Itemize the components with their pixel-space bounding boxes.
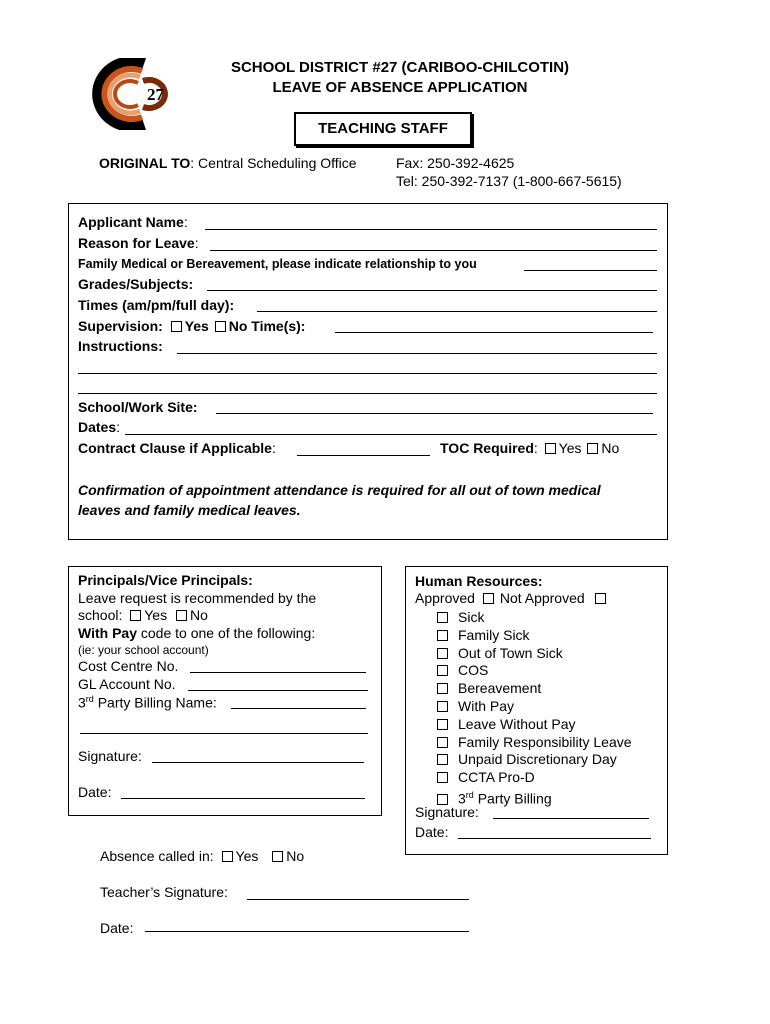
grades-subjects-field[interactable] bbox=[207, 290, 657, 291]
hr-option-checkbox[interactable] bbox=[437, 772, 448, 783]
contract-clause-field[interactable] bbox=[297, 455, 430, 456]
confirmation-note-1: Confirmation of appointment attendance is required for all out of town medical bbox=[78, 482, 601, 498]
with-pay-row bbox=[78, 625, 315, 641]
dates-label: Dates: bbox=[78, 419, 121, 435]
hr-signature-field[interactable] bbox=[493, 818, 649, 819]
original-to bbox=[99, 155, 357, 171]
hr-option-checkbox[interactable] bbox=[437, 737, 448, 748]
hr-option-checkbox[interactable] bbox=[437, 665, 448, 676]
school-work-site-field[interactable] bbox=[216, 413, 653, 414]
hr-option-family-responsibility bbox=[437, 733, 632, 751]
hr-option-ccta-pro-d bbox=[437, 768, 535, 786]
hr-approval-row bbox=[415, 590, 609, 606]
hr-option-label: Out of Town Sick bbox=[458, 644, 563, 661]
absence-yes-label: Yes bbox=[235, 848, 259, 864]
hr-option-sick bbox=[437, 608, 484, 626]
principals-recommend-text: Leave request is recommended by the bbox=[78, 590, 317, 606]
hr-option-checkbox[interactable] bbox=[437, 719, 448, 730]
teacher-signature-field[interactable] bbox=[247, 899, 469, 900]
instructions-label: Instructions: bbox=[78, 338, 163, 354]
school-label: school: bbox=[78, 607, 123, 623]
page-subtitle: LEAVE OF ABSENCE APPLICATION bbox=[272, 79, 528, 96]
toc-no-label: No bbox=[601, 440, 620, 456]
principals-heading: Principals/Vice Principals: bbox=[78, 572, 253, 588]
principals-date-field[interactable] bbox=[121, 798, 365, 799]
hr-option-bereavement bbox=[437, 679, 541, 697]
supervision-times-label: No Time(s): bbox=[228, 318, 306, 334]
reason-for-leave-field[interactable] bbox=[210, 250, 657, 251]
hr-option-cos bbox=[437, 661, 488, 679]
third-party-billing-field[interactable] bbox=[231, 708, 366, 709]
contract-clause-label: Contract Clause if Applicable: bbox=[78, 440, 276, 456]
supervision-yes-label: Yes bbox=[184, 318, 209, 334]
hr-option-leave-without-pay bbox=[437, 715, 576, 733]
logo-text: 27 bbox=[147, 85, 164, 104]
hr-option-checkbox[interactable] bbox=[437, 648, 448, 659]
absence-no-label: No bbox=[286, 848, 305, 864]
approved-label: Approved bbox=[415, 590, 475, 606]
confirmation-note-2: leaves and family medical leaves. bbox=[78, 502, 301, 518]
with-pay-label: With Pay bbox=[78, 625, 137, 641]
instructions-field-2[interactable] bbox=[78, 373, 657, 374]
original-to-value: : Central Scheduling Office bbox=[190, 155, 357, 171]
hr-signature-label: Signature: bbox=[415, 804, 479, 820]
toc-yes-label: Yes bbox=[558, 440, 582, 456]
toc-required-label: TOC Required bbox=[440, 440, 534, 456]
absence-called-in-row bbox=[100, 848, 304, 864]
supervision-yes-checkbox[interactable] bbox=[171, 321, 182, 332]
instructions-field-3[interactable] bbox=[78, 393, 657, 394]
family-medical-label: Family Medical or Bereavement, please indicate relationship to you bbox=[78, 257, 477, 271]
fax-number: Fax: 250-392-4625 bbox=[396, 155, 515, 171]
hr-option-with-pay bbox=[437, 697, 514, 715]
principals-school-row bbox=[78, 607, 208, 623]
with-pay-text: code to one of the following: bbox=[137, 625, 316, 641]
hr-option-label: Family Sick bbox=[458, 626, 530, 643]
gl-account-label: GL Account No. bbox=[78, 676, 176, 692]
applicant-name-label: Applicant Name: bbox=[78, 214, 188, 230]
principals-signature-label: Signature: bbox=[78, 748, 142, 764]
principals-no-checkbox[interactable] bbox=[176, 610, 187, 621]
principals-no-label: No bbox=[189, 607, 208, 623]
supervision-row bbox=[78, 318, 305, 334]
toc-no-checkbox[interactable] bbox=[587, 443, 598, 454]
times-field[interactable] bbox=[257, 311, 657, 312]
hr-option-family-sick bbox=[437, 626, 530, 644]
cost-centre-field[interactable] bbox=[190, 672, 366, 673]
hr-option-label: COS bbox=[458, 662, 489, 679]
not-approved-checkbox[interactable] bbox=[595, 593, 606, 604]
hr-option-checkbox[interactable] bbox=[437, 683, 448, 694]
supervision-times-field[interactable] bbox=[335, 332, 653, 333]
hr-option-out-of-town-sick bbox=[437, 644, 563, 662]
principals-date-label: Date: bbox=[78, 784, 112, 800]
cost-centre-label: Cost Centre No. bbox=[78, 658, 179, 674]
page-title: SCHOOL DISTRICT #27 (CARIBOO-CHILCOTIN) bbox=[230, 59, 570, 76]
hr-option-label: Bereavement bbox=[458, 680, 542, 697]
applicant-name-field[interactable] bbox=[205, 229, 657, 230]
school-work-site-label: School/Work Site: bbox=[78, 399, 198, 415]
third-party-billing-label: 3rd Party Billing Name: bbox=[78, 694, 217, 711]
tel-number: Tel: 250-392-7137 (1-800-667-5615) bbox=[396, 173, 622, 189]
third-party-billing-field-2[interactable] bbox=[80, 733, 368, 734]
principals-signature-field[interactable] bbox=[152, 762, 364, 763]
absence-no-checkbox[interactable] bbox=[272, 851, 283, 862]
hr-option-third-party-billing: 3rd Party Billing bbox=[437, 786, 552, 808]
principals-yes-checkbox[interactable] bbox=[130, 610, 141, 621]
times-label: Times (am/pm/full day): bbox=[78, 297, 235, 313]
hr-option-label: Sick bbox=[458, 609, 485, 625]
reason-for-leave-label: Reason for Leave: bbox=[78, 235, 199, 251]
school-account-hint: (ie: your school account) bbox=[78, 643, 209, 657]
hr-option-label: Leave Without Pay bbox=[458, 715, 576, 732]
footer-date-label: Date: bbox=[100, 920, 134, 936]
hr-option-checkbox[interactable] bbox=[437, 794, 448, 805]
dates-field[interactable] bbox=[125, 434, 657, 435]
original-to-label: ORIGINAL TO bbox=[99, 155, 191, 171]
family-medical-field[interactable] bbox=[524, 270, 657, 271]
hr-option-unpaid-discretionary bbox=[437, 750, 617, 768]
hr-option-checkbox[interactable] bbox=[437, 630, 448, 641]
hr-option-label: Family Responsibility Leave bbox=[458, 733, 632, 750]
footer-date-field[interactable] bbox=[145, 931, 469, 932]
staff-type-box: TEACHING STAFF bbox=[294, 112, 472, 146]
hr-options-list bbox=[437, 608, 662, 807]
supervision-no-checkbox[interactable] bbox=[215, 321, 226, 332]
hr-option-label: With Pay bbox=[458, 698, 515, 714]
principals-yes-label: Yes bbox=[144, 607, 168, 623]
hr-option-checkbox[interactable] bbox=[437, 754, 448, 765]
toc-required-row: TOC Required: Yes No bbox=[440, 440, 620, 456]
approved-checkbox[interactable] bbox=[483, 593, 494, 604]
toc-yes-checkbox[interactable] bbox=[545, 443, 556, 454]
gl-account-field[interactable] bbox=[188, 690, 368, 691]
instructions-field-1[interactable] bbox=[177, 353, 657, 354]
absence-yes-checkbox[interactable] bbox=[222, 851, 233, 862]
supervision-label: Supervision: bbox=[78, 318, 163, 334]
hr-heading: Human Resources: bbox=[415, 573, 543, 589]
not-approved-label: Not Approved bbox=[499, 590, 585, 606]
hr-option-checkbox[interactable] bbox=[437, 612, 448, 623]
absence-called-in-label: Absence called in: bbox=[100, 848, 214, 864]
hr-date-label: Date: bbox=[415, 824, 449, 840]
hr-date-field[interactable] bbox=[458, 838, 651, 839]
teacher-signature-label: Teacher’s Signature: bbox=[100, 884, 228, 900]
hr-option-label: Unpaid Discretionary Day bbox=[458, 751, 617, 768]
hr-option-label: CCTA Pro-D bbox=[458, 769, 535, 786]
hr-option-checkbox[interactable] bbox=[437, 701, 448, 712]
grades-subjects-label: Grades/Subjects: bbox=[78, 276, 194, 292]
